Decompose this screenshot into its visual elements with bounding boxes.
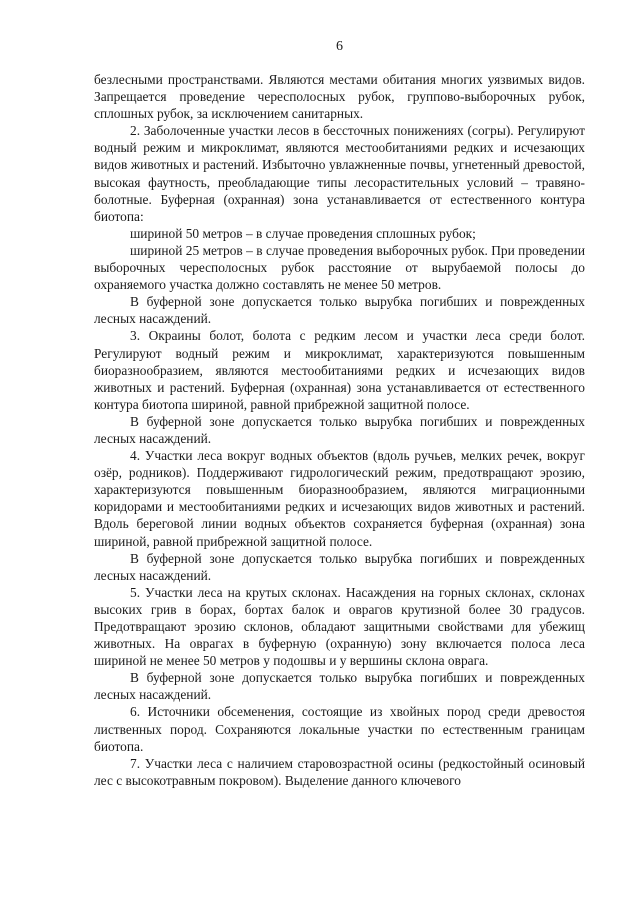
- paragraph: В буферной зоне допускается только вырубка погибших и поврежденных лесных насаждений.: [94, 670, 585, 703]
- paragraph: 7. Участки леса с наличием старовозрастной осины (редкостойный осиновый лес с высокотравным покровом). Выделение данного ключевого: [94, 755, 585, 788]
- paragraph: 5. Участки леса на крутых склонах. Насаждения на горных склонах, склонах высоких грив в борах, бортах балок и оврагов крутизной более 30 градусов. Предотвращают эрозию склонов, обладают защитными свойствами для убежищ животных. На оврагах в буферную (охранную) зону включается полоса леса шириной не менее 50 метров у подошвы и у вершины склона оврага.: [94, 584, 585, 669]
- paragraph: шириной 50 метров – в случае проведения сплошных рубок;: [130, 225, 476, 241]
- paragraph: В буферной зоне допускается только вырубка погибших и поврежденных лесных насаждений.: [94, 294, 585, 327]
- paragraph: шириной 25 метров – в случае проведения выборочных рубок. При проведении выборочных чересполосных рубок расстояние от вырубаемой полосы до охраняемого участка должно составлять не менее 50 метров.: [94, 242, 585, 293]
- paragraph: 4. Участки леса вокруг водных объектов (вдоль ручьев, мелких речек, вокруг озёр, родников). Поддерживают гидрологический режим, предотвращают эрозию, характеризуются повышенным биоразнообразием, являются миграционными коридорами и местообитаниями редких и исчезающих видов животных и растений. Вдоль береговой линии водных объектов сохраняется буферная (охранная) зона шириной, равной прибрежной защитной полосе.: [94, 448, 585, 549]
- paragraph: 2. Заболоченные участки лесов в бессточных понижениях (согры). Регулируют водный режим и микроклимат, являются местообитаниями редких и исчезающих видов животных и растений. Избыточно увлажненные почвы, угнетенный древостой, высокая фаутность, преобладающие типы лесорастительных условий – травяно-болотные. Буферная (охранная) зона устанавливается от естественного контура биотопа:: [94, 123, 585, 224]
- document-body: [94, 71, 585, 789]
- paragraph: 6. Источники обсеменения, состоящие из хвойных пород среди древостоя лиственных пород. Сохраняются локальные участки по естественным границам биотопа.: [94, 704, 585, 754]
- paragraph: В буферной зоне допускается только вырубка погибших и поврежденных лесных насаждений.: [94, 550, 585, 583]
- page-number: 6: [336, 39, 343, 54]
- paragraph: В буферной зоне допускается только вырубка погибших и поврежденных лесных насаждений.: [94, 413, 585, 446]
- paragraph: 3. Окраины болот, болота с редким лесом и участки леса среди болот. Регулируют водный режим и микроклимат, характеризуются повышенным биоразнообразием, являются местообитаниями редких и исчезающих видов животных и растений. Буферная (охранная) зона устанавливается от естественного контура биотопа шириной, равной прибрежной защитной полосе.: [94, 328, 585, 412]
- paragraph: безлесными пространствами. Являются местами обитания многих уязвимых видов. Запрещается проведение чересполосных рубок, группово-выборочных рубок, сплошных рубок, за исключением санитарных.: [94, 72, 585, 122]
